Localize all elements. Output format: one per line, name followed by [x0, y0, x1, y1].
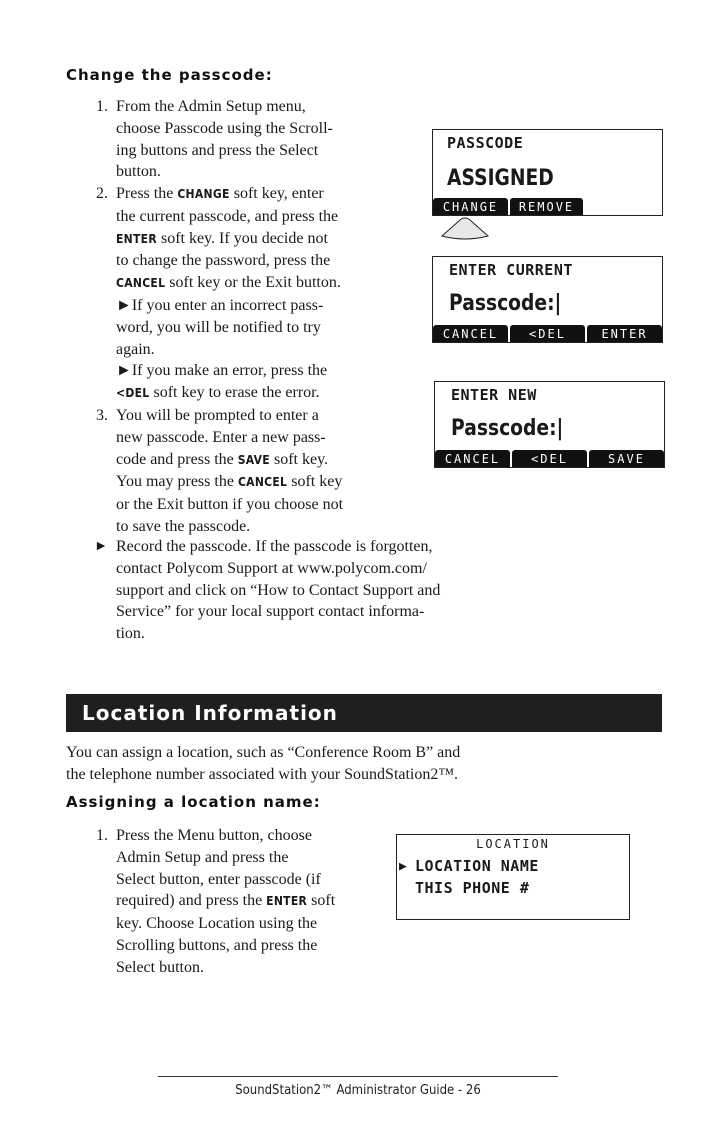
softkey-del: <DEL — [510, 325, 585, 342]
menu-item-location-name: LOCATION NAME — [415, 857, 539, 875]
step-3-line: new passcode. Enter a new pass- — [116, 428, 326, 446]
lcd-enter-new — [434, 381, 665, 468]
lcd-line-2: Passcode:| — [449, 291, 562, 316]
location-subheading: Assigning a location name: — [66, 793, 321, 811]
softkey-row — [433, 325, 662, 342]
step-2-line: ENTER soft key. If you decide not — [116, 229, 328, 247]
page-footer: SoundStation2™ Administrator Guide - 26 — [235, 1083, 481, 1098]
step-1-line: button. — [116, 163, 161, 181]
step-1-num: 1. — [96, 98, 108, 115]
location-step-line: Select button, enter passcode (if — [116, 870, 321, 888]
save-key-label: SAVE — [237, 452, 270, 467]
location-step-line: required) and press the ENTER soft — [116, 892, 336, 910]
change-key-label: CHANGE — [177, 187, 230, 201]
lcd-line-1: ENTER CURRENT — [449, 261, 573, 279]
location-step-line: Press the Menu button, choose — [116, 827, 312, 844]
lcd-passcode-assigned — [432, 129, 663, 216]
del-key-label: <DEL — [116, 386, 150, 401]
step-3-line: or the Exit button if you choose not — [116, 496, 344, 514]
menu-item-this-phone: THIS PHONE # — [415, 879, 530, 897]
step-2-line: ►If you make an error, press the — [116, 362, 328, 380]
lcd-menu-title: LOCATION — [476, 837, 550, 851]
softkey-remove: REMOVE — [510, 198, 583, 215]
lcd-line-2: ASSIGNED — [447, 166, 554, 191]
step-2-line: word, you will be notified to try — [116, 318, 321, 336]
location-intro — [66, 742, 586, 786]
menu-pointer-icon: ▶ — [399, 859, 407, 874]
note-line: support and click on “How to Contact Support and — [116, 581, 441, 599]
step-2-line: ►If you enter an incorrect pass- — [116, 296, 324, 314]
softkey-cancel: CANCEL — [435, 450, 510, 467]
location-step-line: Scrolling buttons, and press the — [116, 936, 318, 954]
footer-divider — [158, 1076, 558, 1077]
step-1-line: From the Admin Setup menu, — [116, 98, 306, 115]
enter-key-label: ENTER — [266, 894, 308, 909]
step-2-line: again. — [116, 340, 155, 358]
section-header-bar — [66, 694, 662, 732]
step-3-line: You will be prompted to enter a — [116, 407, 319, 424]
intro-line: You can assign a location, such as “Conference Room B” and — [66, 744, 461, 761]
step-1-line: ing buttons and press the Select — [116, 141, 319, 159]
step-2-line: to change the password, press the — [116, 252, 331, 270]
softkey-cancel: CANCEL — [433, 325, 508, 342]
step-2-line: the current passcode, and press the — [116, 207, 339, 225]
cancel-key-label: CANCEL — [116, 276, 166, 291]
intro-line: the telephone number associated with your SoundStation2™. — [66, 765, 459, 783]
softkey-row — [433, 198, 662, 215]
lcd-location-menu — [396, 834, 630, 920]
arrow-bullet-icon: ► — [94, 539, 108, 554]
lcd-line-2: Passcode:| — [451, 416, 564, 441]
lcd-enter-current — [432, 256, 663, 343]
step-3-num: 3. — [96, 407, 108, 424]
note-line: Record the passcode. If the passcode is forgotten, — [116, 538, 433, 555]
lcd-line-1: ENTER NEW — [451, 386, 537, 404]
passcode-heading: Change the passcode: — [66, 66, 273, 84]
softkey-button-icon — [440, 216, 490, 242]
step-2-num: 2. — [96, 185, 108, 202]
enter-key-label: ENTER — [116, 231, 157, 246]
location-step-1-num: 1. — [96, 827, 108, 844]
note-line: tion. — [116, 625, 145, 643]
section-title: Location Information — [82, 701, 338, 725]
softkey-save: SAVE — [589, 450, 664, 467]
note-line: Service” for your local support contact informa- — [116, 603, 425, 621]
softkey-row — [435, 450, 664, 467]
step-3-line: to save the passcode. — [116, 517, 251, 535]
step-3-line: You may press the CANCEL soft key — [116, 473, 343, 491]
step-1-line: choose Passcode using the Scroll- — [116, 119, 333, 137]
softkey-del: <DEL — [512, 450, 587, 467]
location-step-line: Admin Setup and press the — [116, 848, 289, 866]
step-3-line: code and press the SAVE soft key. — [116, 450, 329, 468]
step-2-line: Press the CHANGE soft key, enter — [116, 185, 324, 202]
lcd-line-1: PASSCODE — [447, 134, 524, 152]
step-2-line: CANCEL soft key or the Exit button. — [116, 274, 341, 292]
note-line: contact Polycom Support at www.polycom.com/ — [116, 559, 427, 577]
softkey-enter: ENTER — [587, 325, 662, 342]
location-step-line: Select button. — [116, 958, 204, 976]
softkey-change: CHANGE — [433, 198, 508, 215]
location-step-line: key. Choose Location using the — [116, 915, 318, 933]
cancel-key-label: CANCEL — [237, 475, 288, 490]
step-2-line: <DEL soft key to erase the error. — [116, 384, 320, 402]
